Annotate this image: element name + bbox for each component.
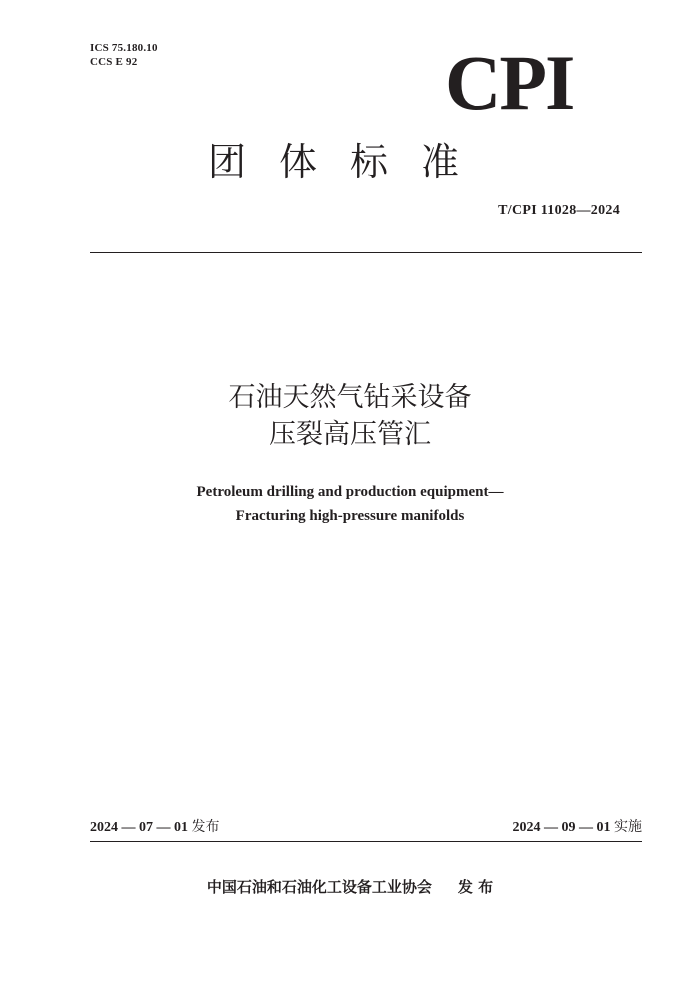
cpi-logo: CPI	[445, 39, 574, 126]
standard-type-heading: 团体标准	[208, 140, 493, 184]
issue-date	[90, 816, 220, 836]
implementation-date-value: 2024 — 09 — 01	[512, 820, 611, 835]
issue-label: 发布	[191, 819, 220, 835]
publisher	[0, 876, 700, 897]
ics-code: ICS 75.180.10	[90, 42, 158, 54]
standard-code: T/CPI 11028—2024	[498, 203, 620, 218]
bottom-divider	[90, 841, 642, 842]
ccs-code: CCS E 92	[90, 56, 138, 68]
issue-date-value: 2024 — 07 — 01	[90, 820, 188, 835]
english-title-line-1: Petroleum drilling and production equipment—	[196, 484, 504, 500]
chinese-title-line-2: 压裂高压管汇	[269, 419, 431, 450]
publish-label: 发 布	[457, 878, 494, 896]
top-divider	[90, 252, 642, 253]
english-title-line-2: Fracturing high-pressure manifolds	[235, 508, 465, 524]
implementation-label: 实施	[614, 819, 642, 835]
publisher-name: 中国石油和石油化工设备工业协会	[206, 878, 432, 896]
chinese-title-line-1: 石油天然气钻采设备	[228, 382, 472, 413]
implementation-date	[513, 816, 643, 836]
